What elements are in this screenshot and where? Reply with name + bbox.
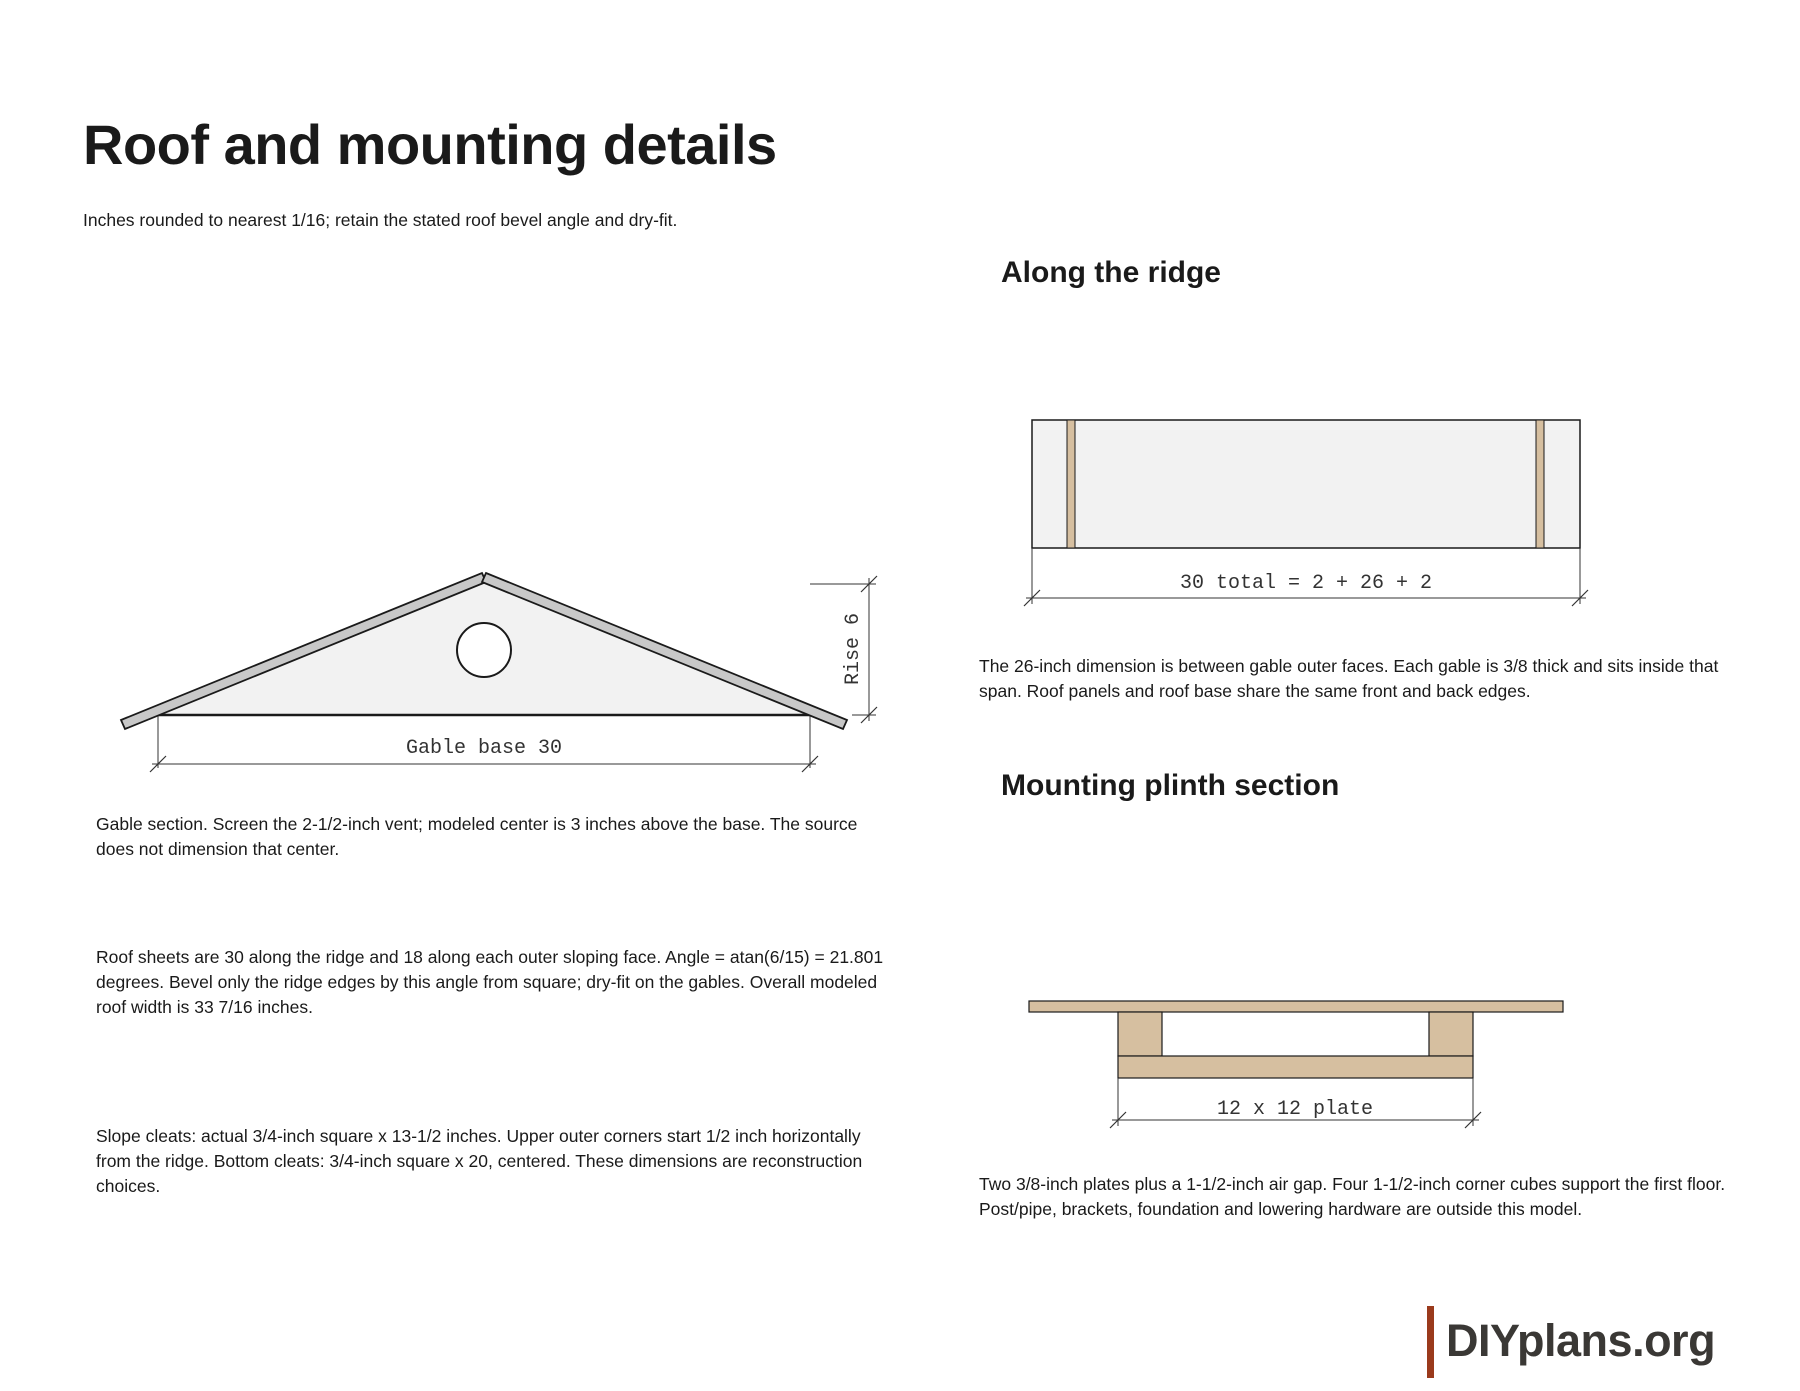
plinth-corner-cube-left — [1118, 1012, 1162, 1056]
diyplans-logo: DIYplans.org — [1446, 1315, 1716, 1366]
page-subtitle: Inches rounded to nearest 1/16; retain the stated roof bevel angle and dry-fit. — [83, 210, 678, 230]
logo-accent-bar — [1427, 1306, 1434, 1378]
plinth-heading: Mounting plinth section — [1001, 769, 1340, 802]
ridge-caption: The 26-inch dimension is between gable outer faces. Each gable is 3/8 thick and sits inside that span. Roof panels and roof base share the same front and back edges. — [979, 656, 1719, 701]
gable-right-edge — [1536, 420, 1544, 548]
ridge-dimension-label: 30 total = 2 + 26 + 2 — [1179, 572, 1433, 595]
gable-left-edge — [1067, 420, 1075, 548]
plinth-caption: Two 3/8-inch plates plus a 1-1/2-inch air gap. Four 1-1/2-inch corner cubes support the first floor. Post/pipe, brackets, foundation and lowering hardware are outside this model. — [979, 1174, 1726, 1219]
plinth-drawing — [1029, 1001, 1563, 1128]
page-title: Roof and mounting details — [83, 113, 777, 176]
gable-base-label: Gable base 30 — [405, 737, 563, 760]
ridge-heading: Along the ridge — [1001, 256, 1221, 289]
plinth-plate — [1118, 1056, 1473, 1078]
gable-caption: Gable section. Screen the 2-1/2-inch vent; modeled center is 3 inches above the base. The source does not dimension that center. — [96, 814, 858, 859]
ridge-roof-panel — [1032, 420, 1580, 548]
roof-sheets-note: Roof sheets are 30 along the ridge and 18 along each outer sloping face. Angle = atan(6/15) = 21.801 degrees. Bevel only the ridge edges by this angle from square; dry-fit on the gables. Overall modeled roof width is 33 7/16 inches. — [96, 947, 884, 1017]
ridge-drawing — [1024, 420, 1588, 606]
gable-section-drawing — [121, 573, 877, 772]
plinth-dimension-label: 12 x 12 plate — [1216, 1098, 1374, 1121]
plinth-corner-cube-right — [1429, 1012, 1473, 1056]
plinth-first-floor — [1029, 1001, 1563, 1012]
cleats-note: Slope cleats: actual 3/4-inch square x 13-1/2 inches. Upper outer corners start 1/2 inch horizontally from the ridge. Bottom cleats: 3/4-inch square x 20, centered. These dimensions are reconstruction choices. — [96, 1126, 863, 1196]
rise-label: Rise 6 — [842, 612, 865, 686]
gable-vent — [457, 623, 511, 677]
